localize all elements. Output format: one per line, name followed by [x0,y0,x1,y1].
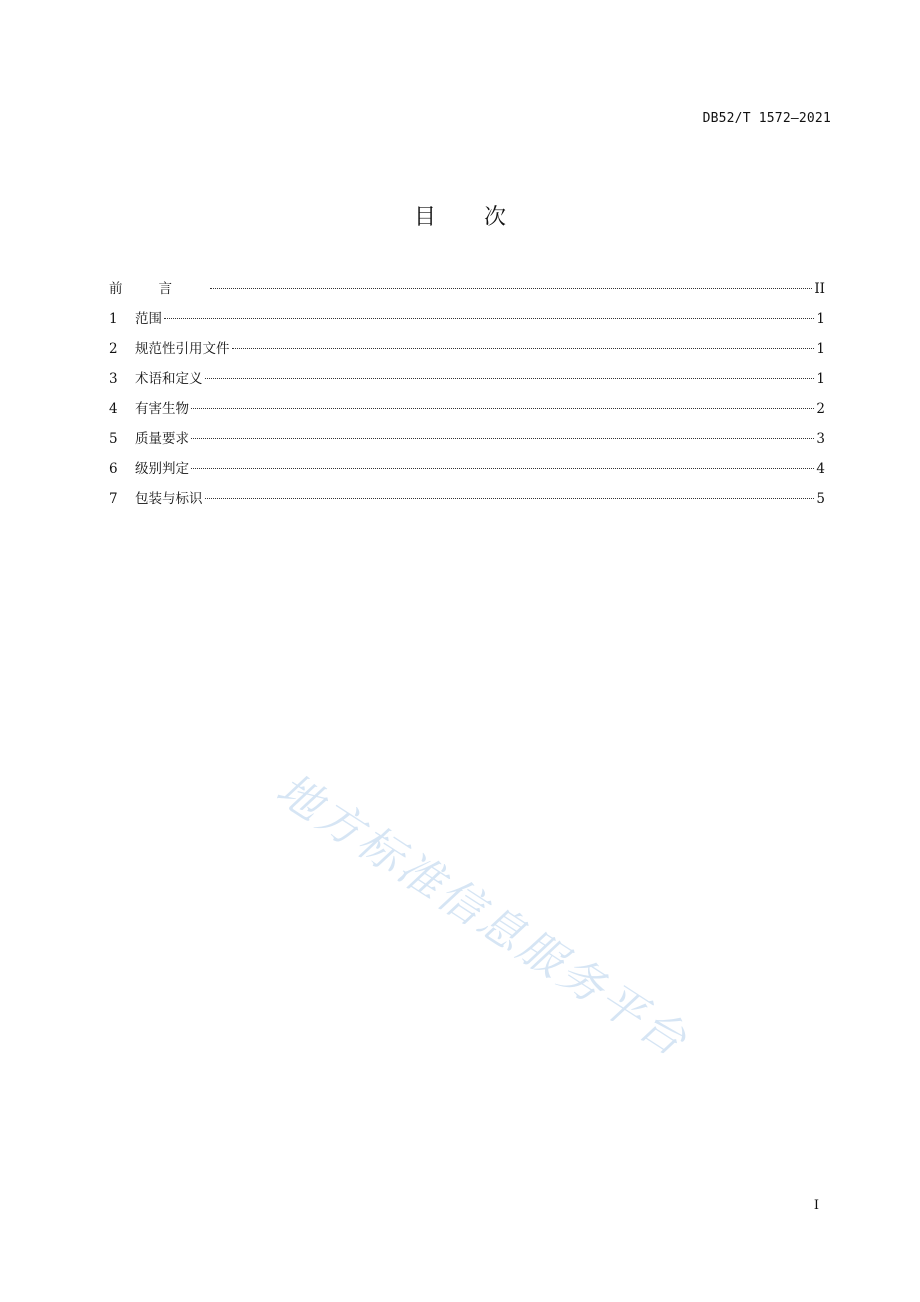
toc-item-page: 1 [816,311,825,327]
toc-item-page: 1 [816,371,825,387]
toc-item-grade-determination[interactable] [109,458,825,488]
table-of-contents [109,278,825,518]
toc-item-number: 7 [109,491,118,507]
toc-item-normative-references[interactable] [109,338,825,368]
toc-item-number: 5 [109,431,118,447]
page-number: I [813,1198,819,1213]
dot-leader [205,498,815,499]
toc-item-label: 级别判定 [135,461,189,477]
watermark: 地方标准信息服务平台 [267,763,698,1068]
dot-leader [232,348,815,349]
toc-item-scope[interactable] [109,308,825,338]
toc-item-page: II [814,281,825,297]
toc-item-label: 前言 [109,281,208,297]
dot-leader [191,408,814,409]
toc-item-pests[interactable] [109,398,825,428]
dot-leader [205,378,815,379]
toc-item-label: 范围 [135,311,162,327]
toc-item-page: 4 [816,461,825,477]
dot-leader [210,288,812,289]
dot-leader [191,468,814,469]
toc-item-foreword[interactable] [109,278,825,308]
toc-item-page: 2 [816,401,825,417]
toc-item-page: 5 [816,491,825,507]
toc-item-packaging-labeling[interactable] [109,488,825,518]
toc-item-label: 规范性引用文件 [135,341,230,357]
toc-item-page: 1 [816,341,825,357]
toc-item-number: 1 [109,311,118,327]
page-title: 目次 [413,205,554,230]
toc-item-page: 3 [816,431,825,447]
toc-item-number: 3 [109,371,118,387]
dot-leader [191,438,814,439]
toc-item-number: 6 [109,461,118,477]
toc-item-label: 术语和定义 [135,371,203,387]
toc-item-label: 质量要求 [135,431,189,447]
toc-item-number: 4 [109,401,118,417]
toc-item-number: 2 [109,341,118,357]
toc-item-terms-definitions[interactable] [109,368,825,398]
toc-item-label: 包装与标识 [135,491,203,507]
dot-leader [164,318,814,319]
toc-item-label: 有害生物 [135,401,189,417]
toc-item-quality-requirements[interactable] [109,428,825,458]
document-code: DB52/T 1572—2021 [702,111,831,126]
